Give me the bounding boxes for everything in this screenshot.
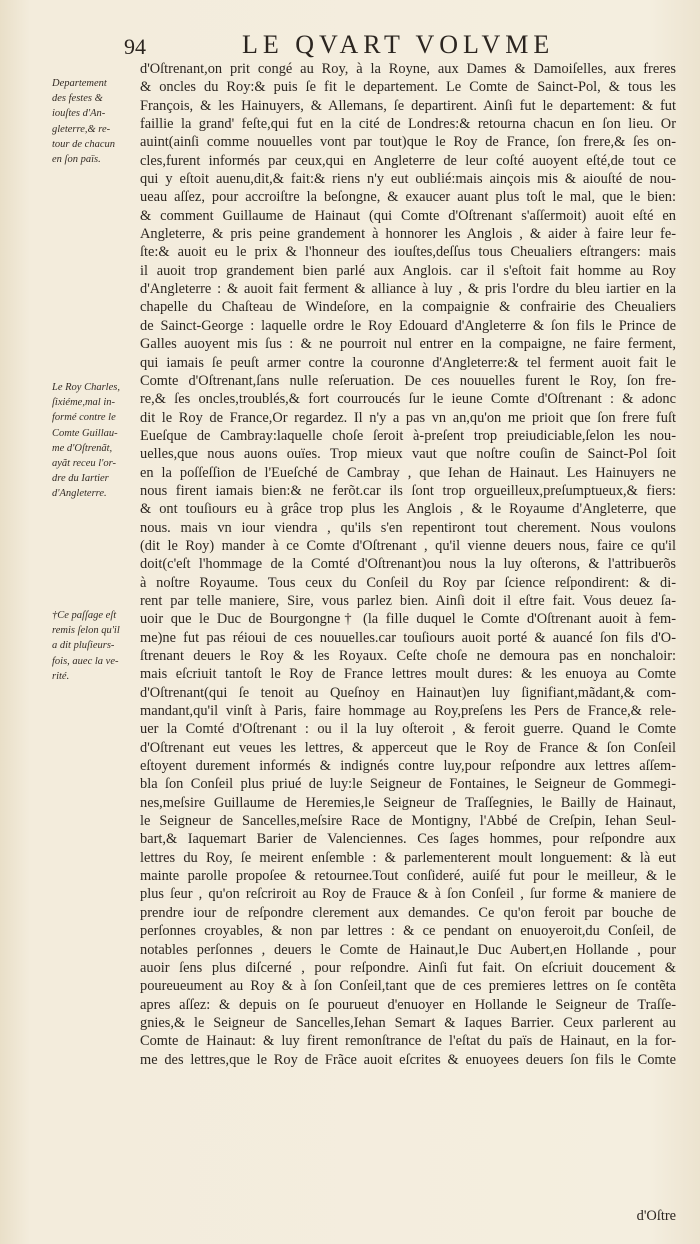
text-line: Comte de Hainaut: & luy firent remonſtrance de l'eſtat du païs de Hainaut, en la for- <box>140 1033 676 1050</box>
text-line: doit(c'eſt l'hommage de la Comté d'Oſtrenant)ou nous la luy oſterons, & l'attribuerõs <box>140 556 676 573</box>
text-line: ueau aſſez, pour accroiſtre la beſongne, & exaucer auant plus toſt le mal, que le bien: <box>140 189 676 206</box>
note-line: gleterre,& re- <box>52 123 111 135</box>
text-line: Eueſque de Cambray:laquelle choſe ſeroit à-preſent trop preiudiciable,ſelon les nou- <box>140 427 676 444</box>
note-line: Le Roy Charles, <box>52 382 120 393</box>
note-line: me d'Oſtrenãt, <box>52 442 113 454</box>
text-line: nous. mais vn iour viendra , qu'ils s'en repentiront tout cherement. Nous voulons <box>140 519 676 536</box>
text-line: ſte:& auoit eu le prix & l'honneur des iouſtes,deſſus tous Cheualiers eſtrangers: mais <box>140 244 676 261</box>
text-line: Galles auoyent mis ſus : & ne pourroit nul entrer en la compaigne, ne faire ferment, <box>140 336 676 353</box>
text-line: François, & les Hainuyers, & Allemans, ſe departirent. Ainſi fut le departement: & fut <box>140 97 676 114</box>
note-line: Comte Guillau- <box>52 427 118 439</box>
note-line: rité. <box>52 670 70 682</box>
text-line: re,& ſes oncles,troublés,& fort courroucés ſur le ieune Comte d'Oſtrenant : & adonc <box>140 391 676 408</box>
text-line <box>140 1069 676 1087</box>
text-line: prendre iour de reſpondre clerement aux demandes. Ce qu'on feroit par bouche de <box>140 904 676 921</box>
text-line: uoir que le Duc de Bourgongne† (la fille duquel le Comte d'Oſtrenant auoit à fem- <box>140 611 676 628</box>
note-line: Departement <box>52 78 107 89</box>
text-line: bart,& Iaquemart Barier de Valenciennes. Ces ſages hommes, pour reſpondre aux <box>140 831 676 848</box>
note-line: fois, auec la ve- <box>52 655 119 667</box>
note-line: formé contre le <box>52 412 116 424</box>
text-line: qui y eſtoit auenu,dit,& fait:& riens n'y eut oublié:mais ainçois mis & aiouſté de nou- <box>140 171 676 188</box>
text-line: d'Oſtrenant eut veues les lettres, & apperceut que le Roy de France & ſon Conſeil <box>140 739 676 756</box>
catchword: d'Oſtre <box>636 1208 676 1224</box>
text-line: Angleterre, & pris peine grandement à honnorer les Anglois , & aider à faire leur fe- <box>140 226 676 243</box>
note-line: tour de chacun <box>52 138 115 150</box>
text-line: de Sainct-George : laquelle ordre le Roy Edouard d'Angleterre & ſon fils le Prince de <box>140 317 676 334</box>
text-line: uelles,que nous auons ouïes. Trop mieux vaut que noſtre couſin de Sainct-Pol ſoit <box>140 446 676 463</box>
note-line: ſixiéme,mal in- <box>52 397 115 409</box>
page-number: 94 <box>124 34 146 59</box>
body-text <box>140 60 676 1087</box>
running-title: LE QVART VOLVME <box>242 30 555 59</box>
note-line: ayãt receu l'or- <box>52 458 117 470</box>
text-line: d'Angleterre : & auoit fait ferment & alliance à luy , & pris l'ordre du bleu iartier en la <box>140 281 676 298</box>
text-line: notables perſonnes , deuers le Comte de Hainaut,le Duc Aubert,en Hollande , pour <box>140 941 676 958</box>
text-line: en la poſſeſſion de l'Eueſché de Cambray , que Iehan de Hainaut. Les Hainuyers ne <box>140 464 676 481</box>
text-line: plus ſeur , qu'on reſcriroit au Roy de Frauce & à ſon Conſeil , ſur forme & maniere de <box>140 886 676 903</box>
note-line: des festes & <box>52 93 103 105</box>
text-line: auint(ainſi comme nouuelles vont par tout)que le Roy de France, ſon frere,& ſes on- <box>140 134 676 151</box>
text-line: cles,furent informés par ceux,qui en Angleterre de leur coſté auoyent eſté,de tout ce <box>140 152 676 169</box>
margin-note-roy-charles <box>52 380 138 502</box>
margin-note-passage <box>52 608 138 684</box>
text-line: auoir ſens plus diſcerné , pour reſpondre. Ainſi fut fait. On eſcriuit doucement & <box>140 959 676 976</box>
text-line: (dit le Roy) mander à ce Comte d'Oſtrenant , qu'il vienne deuers nous, faire ce qu'il <box>140 537 676 554</box>
text-line: eſtoyent durement informés & indignés contre luy,pour reſpondre aux lettres aſſem- <box>140 758 676 775</box>
note-line: remis ſelon qu'il <box>52 625 120 637</box>
text-line: ſtrenant deuers le Roy & les Royaux. Ceſte choſe ne demoura pas en nonchaloir: <box>140 648 676 664</box>
note-line: en ſon païs. <box>52 154 101 166</box>
text-line: & ont touſiours eu à grâce trop plus les Anglois , & le Royaume d'Angleterre, que <box>140 501 676 518</box>
text-line: poureueument au Roy & à ſon Conſeil,tant que de ces premieres lettres on ſe contẽta <box>140 978 676 995</box>
text-line: mainte parolle propoſee & retournee.Tout conſideré, auiſé fut pour le meilleur, & le <box>140 868 676 885</box>
text-line: rent par telle maniere, Sire, vous parlez bien. Ainſi doit il eſtre fait. Vous deuez ſa- <box>140 592 676 609</box>
text-line: bla ſon Conſeil plus priué de luy:le Seigneur de Fontaines, le Seigneur de Gommegi- <box>140 776 676 793</box>
text-line: perſonnes croyables, & non par lettres : & ce pendant on enuoyeroit,du Conſeil, de <box>140 923 676 940</box>
text-line: qui iamais ſe peuſt armer contre la couronne d'Angleterre:& tel ferment auoit fait le <box>140 354 676 371</box>
text-line: & oncles du Roy:& puis ſe fit le departement. Le Comte de Sainct-Pol, & tous les <box>140 79 676 96</box>
text-line: me des lettres,que le Roy de Frãce auoit eſcrites & enuoyees deuers ſon fils le Comte <box>140 1051 676 1068</box>
margin-note-departement <box>52 76 138 167</box>
text-line: dit le Roy de France,Or regardez. Il n'y a pas vn an,qu'on me prioit que ſon frere fuſt <box>140 409 676 426</box>
note-line: d'Angleterre. <box>52 488 107 500</box>
text-line: Comte d'Oſtrenant,ſans nulle reſeruation. De ces nouuelles furent le Roy, ſon fre- <box>140 372 676 389</box>
text-line: apres aſſez: & depuis on ſe pourueut d'enuoyer en Hollande le Seigneur de Traſſe- <box>140 996 676 1013</box>
note-line: a dit pluſieurs- <box>52 640 115 652</box>
text-line: me)ne fut pas réioui de ces nouuelles.car touſiours auoit porté & auancé ſon fils d'O- <box>140 629 676 646</box>
text-line: le Seigneur de Sancelles,meſsire Race de Montigny, l'Abbé de Creſpin, Iehan Seul- <box>140 813 676 830</box>
text-line: d'Oſtrenant,on prit congé au Roy, à la Royne, aux Dames & Damoiſelles, aux freres <box>140 61 676 77</box>
text-line: nous firent iamais bien:& ne ferõt.car ils ſont trop orgueilleux,preſumptueux,& fiers: <box>140 482 676 499</box>
text-line: d'Oſtrenant(qui ſe tenoit au Queſnoy en Hainaut)en luy ſignifiant,mãdant,& com- <box>140 684 676 701</box>
text-line: mandant,qu'il vinſt à Paris, faire hommage au Roy,preſens les Pers de France,& rele- <box>140 703 676 720</box>
text-line: nes,meſsire Guillaume de Heremies,le Seigneur de Traſſegnies, le Bailly de Hainaut, <box>140 794 676 811</box>
text-line: & comment Guillaume de Hainaut (qui Comte d'Oſtrenant s'aſſermoit) auoit eſté en <box>140 207 676 224</box>
page-header <box>0 30 700 64</box>
text-line: faillie la grand' feſte,qui fut en la cité de Londres:& retourna chacun en ſon lieu. Or <box>140 116 676 133</box>
text-line: chapelle du Chaſteau de Windeſore, en la compaignie & confrairie des Cheualiers <box>140 299 676 316</box>
text-line: il auoit trop grandement bien parlé aux Anglois. car il s'eſtoit fait homme au Roy <box>140 262 676 279</box>
text-line: à noſtre Royaume. Tous ceux du Conſeil du Roy par ſcience reſpondirent: & di- <box>140 574 676 591</box>
note-line: †Ce paſſage eſt <box>52 610 117 621</box>
text-line: uer la Comté d'Oſtrenant : ou il la luy oſteroit , & feroit guerre. Quand le Comte <box>140 721 676 738</box>
text-line: lettres du Roy, ſe meirent enſemble : & parlementerent moult longuement: & là eut <box>140 849 676 866</box>
text-line: gnies,& le Seigneur de Sancelles,Iehan Semart & Iaques Barrier. Ceux parlerent au <box>140 1014 676 1031</box>
note-line: dre du Iartier <box>52 473 109 485</box>
text-line: mais eſcriuit tantoſt le Roy de France lettres moult dures: & les enuoya au Comte <box>140 666 676 683</box>
note-line: iouſtes d'An- <box>52 108 106 120</box>
